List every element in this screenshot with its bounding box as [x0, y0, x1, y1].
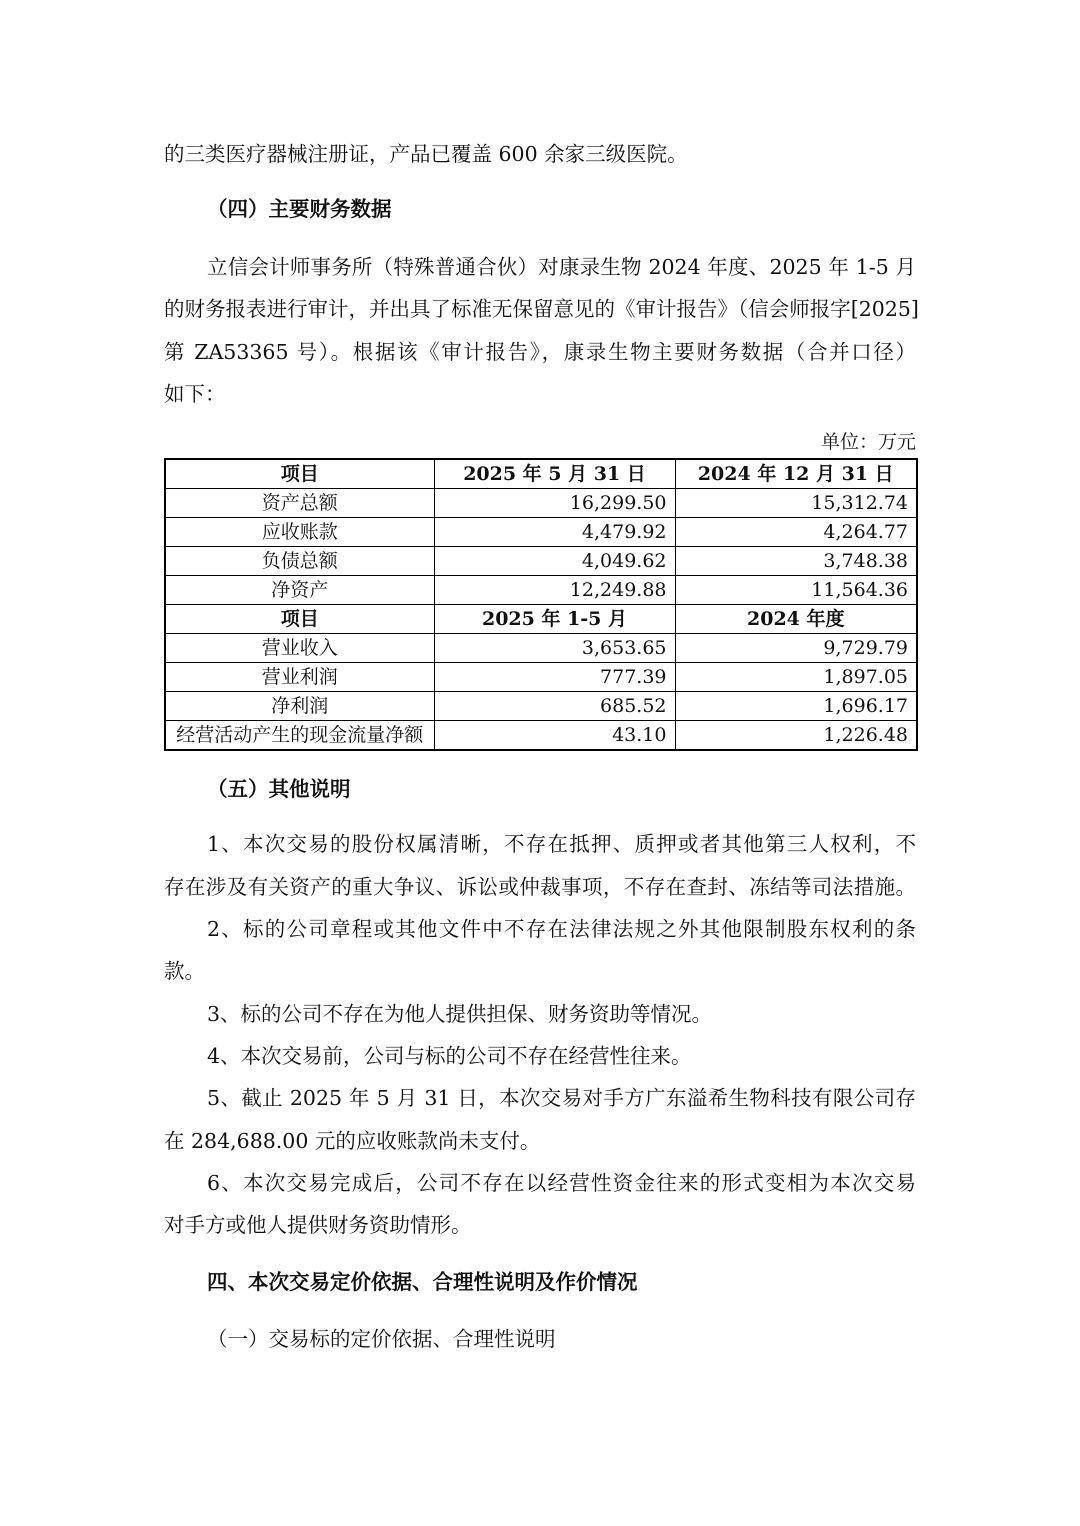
table-header-cell: 2024 年 12 月 31 日 [675, 459, 917, 489]
table-value-cell: 43.10 [434, 721, 675, 751]
table-value-cell: 4,264.77 [675, 518, 917, 547]
table-value-cell: 16,299.50 [434, 489, 675, 518]
table-value-cell: 777.39 [434, 663, 675, 692]
unit-label: 单位：万元 [820, 431, 916, 453]
note-line: 6、本次交易完成后，公司不存在以经营性资金往来的形式变相为本次交易 [207, 1171, 916, 1195]
table-header-row [165, 605, 917, 634]
table-label-cell: 营业利润 [165, 663, 434, 692]
paragraph-line: 如下： [164, 382, 226, 406]
paragraph-line: 第 ZA53365 号）。根据该《审计报告》，康录生物主要财务数据（合并口径） [164, 340, 916, 364]
note-line: 5、截止 2025 年 5 月 31 日，本次交易对手方广东溢希生物科技有限公司存 [207, 1086, 916, 1110]
table-value-cell: 4,049.62 [434, 547, 675, 576]
table-label-cell: 净利润 [165, 692, 434, 721]
table-header-cell: 2025 年 5 月 31 日 [434, 459, 675, 489]
table-header-cell: 项目 [165, 459, 434, 489]
table-value-cell: 15,312.74 [675, 489, 917, 518]
note-line: 在 284,688.00 元的应收账款尚未支付。 [164, 1129, 541, 1153]
table-value-cell: 3,748.38 [675, 547, 917, 576]
table-label-cell: 净资产 [165, 576, 434, 605]
table-value-cell: 11,564.36 [675, 576, 917, 605]
table-label-cell: 经营活动产生的现金流量净额 [165, 721, 434, 751]
table-header-cell: 项目 [165, 605, 434, 634]
table-label-cell: 负债总额 [165, 547, 434, 576]
table-row [165, 634, 917, 663]
section-heading-pricing: 四、本次交易定价依据、合理性说明及作价情况 [207, 1270, 638, 1294]
note-line: 3、标的公司不存在为他人提供担保、财务资助等情况。 [207, 1002, 713, 1026]
table-row [165, 692, 917, 721]
paragraph-line: 的财务报表进行审计，并出具了标准无保留意见的《审计报告》（信会师报字[2025] [164, 297, 919, 321]
paragraph-line: 立信会计师事务所（特殊普通合伙）对康录生物 2024 年度、2025 年 1-5 月 [207, 255, 916, 279]
table-label-cell: 营业收入 [165, 634, 434, 663]
table-header-cell: 2025 年 1-5 月 [434, 605, 675, 634]
table-row [165, 576, 917, 605]
section-heading-four: （四）主要财务数据 [207, 197, 392, 221]
table-row [165, 518, 917, 547]
table-row [165, 721, 917, 751]
table-value-cell: 12,249.88 [434, 576, 675, 605]
note-line: 1、本次交易的股份权属清晰，不存在抵押、质押或者其他第三人权利，不 [207, 832, 916, 856]
subsection-heading: （一）交易标的定价依据、合理性说明 [207, 1327, 556, 1351]
table-header-cell: 2024 年度 [675, 605, 917, 634]
table-row [165, 663, 917, 692]
section-heading-five: （五）其他说明 [207, 777, 351, 801]
table-header-row [165, 459, 917, 489]
table-row [165, 489, 917, 518]
note-line: 对手方或他人提供财务资助情形。 [164, 1213, 472, 1237]
table-value-cell: 1,696.17 [675, 692, 917, 721]
table-value-cell: 9,729.79 [675, 634, 917, 663]
table-value-cell: 1,897.05 [675, 663, 917, 692]
table-value-cell: 3,653.65 [434, 634, 675, 663]
note-line: 2、标的公司章程或其他文件中不存在法律法规之外其他限制股东权利的条 [207, 917, 916, 941]
table-label-cell: 应收账款 [165, 518, 434, 547]
table-row [165, 547, 917, 576]
note-line: 4、本次交易前，公司与标的公司不存在经营性往来。 [207, 1044, 692, 1068]
table-value-cell: 1,226.48 [675, 721, 917, 751]
table-value-cell: 4,479.92 [434, 518, 675, 547]
note-line: 存在涉及有关资产的重大争议、诉讼或仲裁事项，不存在查封、冻结等司法措施。 [164, 875, 916, 899]
table-value-cell: 685.52 [434, 692, 675, 721]
paragraph-line: 的三类医疗器械注册证，产品已覆盖 600 余家三级医院。 [164, 142, 688, 166]
table-label-cell: 资产总额 [165, 489, 434, 518]
financial-data-table [164, 458, 918, 751]
note-line: 款。 [164, 959, 205, 983]
